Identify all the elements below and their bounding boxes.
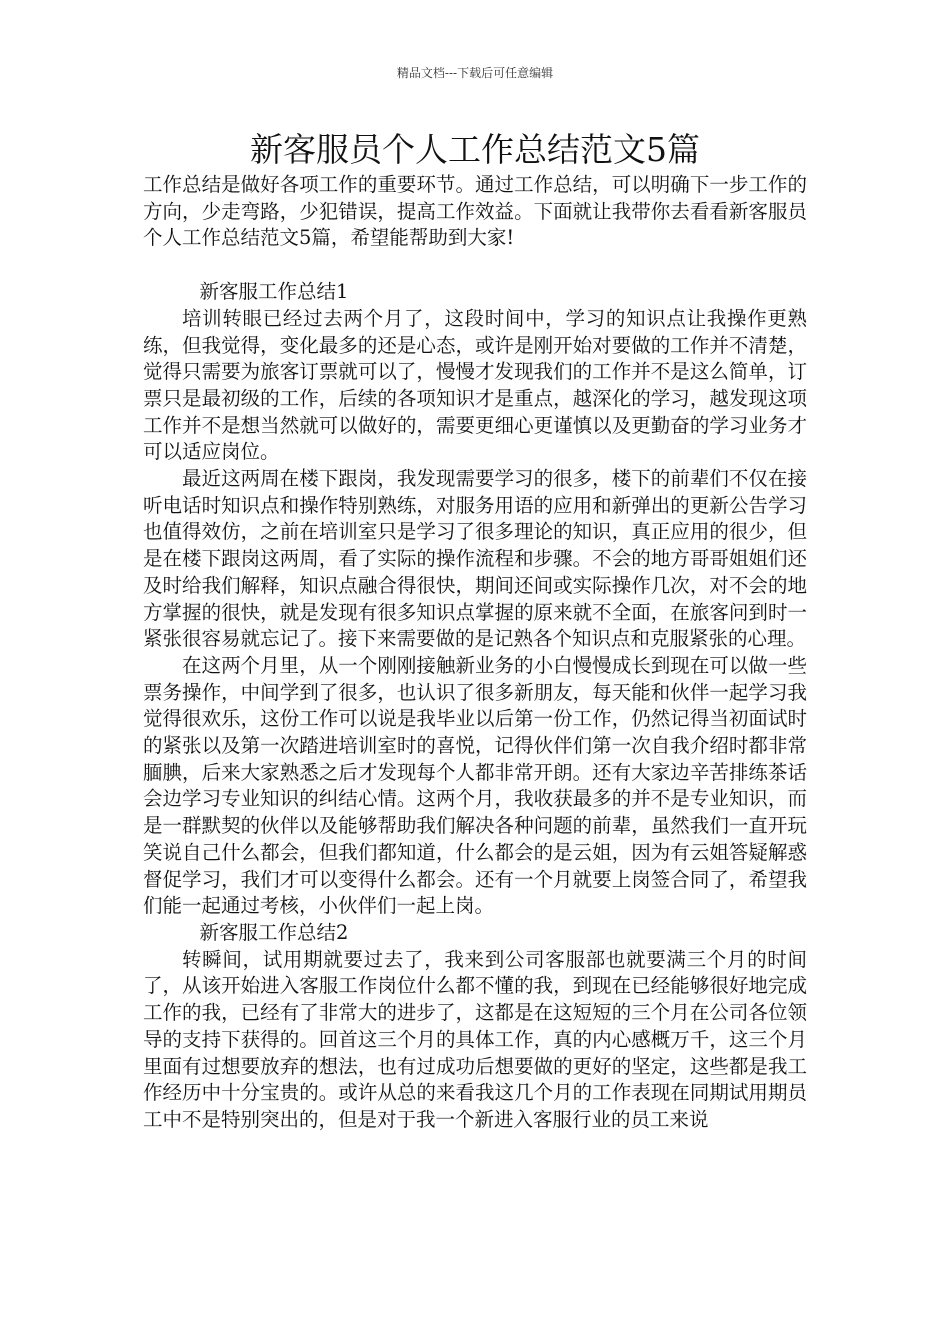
section1-paragraph-3: 在这两个月里，从一个刚刚接触新业务的小白慢慢成长到现在可以做一些票务操作，中间学到了很多，也认识了很多新朋友，每天能和伙伴一起学习我觉得很欢乐，这份工作可以说是我毕业以后第一份工作，仍然记得当初面试时的紧张以及第一次踏进培训室时的喜悦，记得伙伴们第一次自我介绍时都非常腼腆，后来大家熟悉之后才发现每个人都非常开朗。还有大家边辛苦排练茶话会边学习专业知识的纠结心情。这两个月，我收获最多的并不是专业知识，而是一群默契的伙伴以及能够帮助我们解决各种问题的前辈，虽然我们一直开玩笑说自己什么都会，但我们都知道，什么都会的是云姐，因为有云姐答疑解惑督促学习，我们才可以变得什么都会。还有一个月就要上岗签合同了，希望我们能一起通过考核，小伙伴们一起上岗。 xyxy=(143,653,807,918)
section2-paragraph-1: 转瞬间，试用期就要过去了，我来到公司客服部也就要满三个月的时间了，从该开始进入客服工作岗位什么都不懂的我，到现在已经能够很好地完成工作的我，已经有了非常大的进步了，这都是在这短短的三个月在公司各位领导的支持下获得的。回首这三个月的具体工作，真的内心感概万千，这三个月里面有过想要放弃的想法，也有过成功后想要做的更好的坚定，这些都是我工作经历中十分宝贵的。或许从总的来看我这几个月的工作表现在同期试用期员工中不是特别突出的，但是对于我一个新进入客服行业的员工来说 xyxy=(143,947,807,1131)
section1-paragraph-1: 培训转眼已经过去两个月了，这段时间中，学习的知识点让我操作更熟练，但我觉得，变化最多的还是心态，或许是刚开始对要做的工作并不清楚，觉得只需要为旅客订票就可以了，慢慢才发现我们的工作并不是这么简单，订票只是最初级的工作，后续的各项知识才是重点，越深化的学习，越发现这项工作并不是想当然就可以做好的，需要更细心更谨慎以及更勤奋的学习业务才可以适应岗位。 xyxy=(143,306,807,464)
document-title: 新客服员个人工作总结范文5篇 xyxy=(250,130,700,169)
header-note: 精品文档---下载后可任意编辑 xyxy=(396,66,554,80)
intro-paragraph: 工作总结是做好各项工作的重要环节。通过工作总结，可以明确下一步工作的方向，少走弯路，少犯错误，提高工作效益。下面就让我带你去看看新客服员个人工作总结范文5篇，希望能帮助到大家! xyxy=(143,173,807,250)
section-heading-1: 新客服工作总结1 xyxy=(199,280,349,304)
document-body xyxy=(143,172,807,1134)
section-heading-2: 新客服工作总结2 xyxy=(199,920,349,944)
section1-paragraph-2: 最近这两周在楼下跟岗，我发现需要学习的很多，楼下的前辈们不仅在接听电话时知识点和操作特别熟练，对服务用语的应用和新弹出的更新公告学习也值得效仿，之前在培训室只是学习了很多理论的知识，真正应用的很少，但是在楼下跟岗这两周，看了实际的操作流程和步骤。不会的地方哥哥姐姐们还及时给我们解释，知识点融合得很快，期间还间或实际操作几次，对不会的地方掌握的很快，就是发现有很多知识点掌握的原来就不全面，在旅客问到时一紧张很容易就忘记了。接下来需要做的是记熟各个知识点和克服紧张的心理。 xyxy=(143,467,807,651)
